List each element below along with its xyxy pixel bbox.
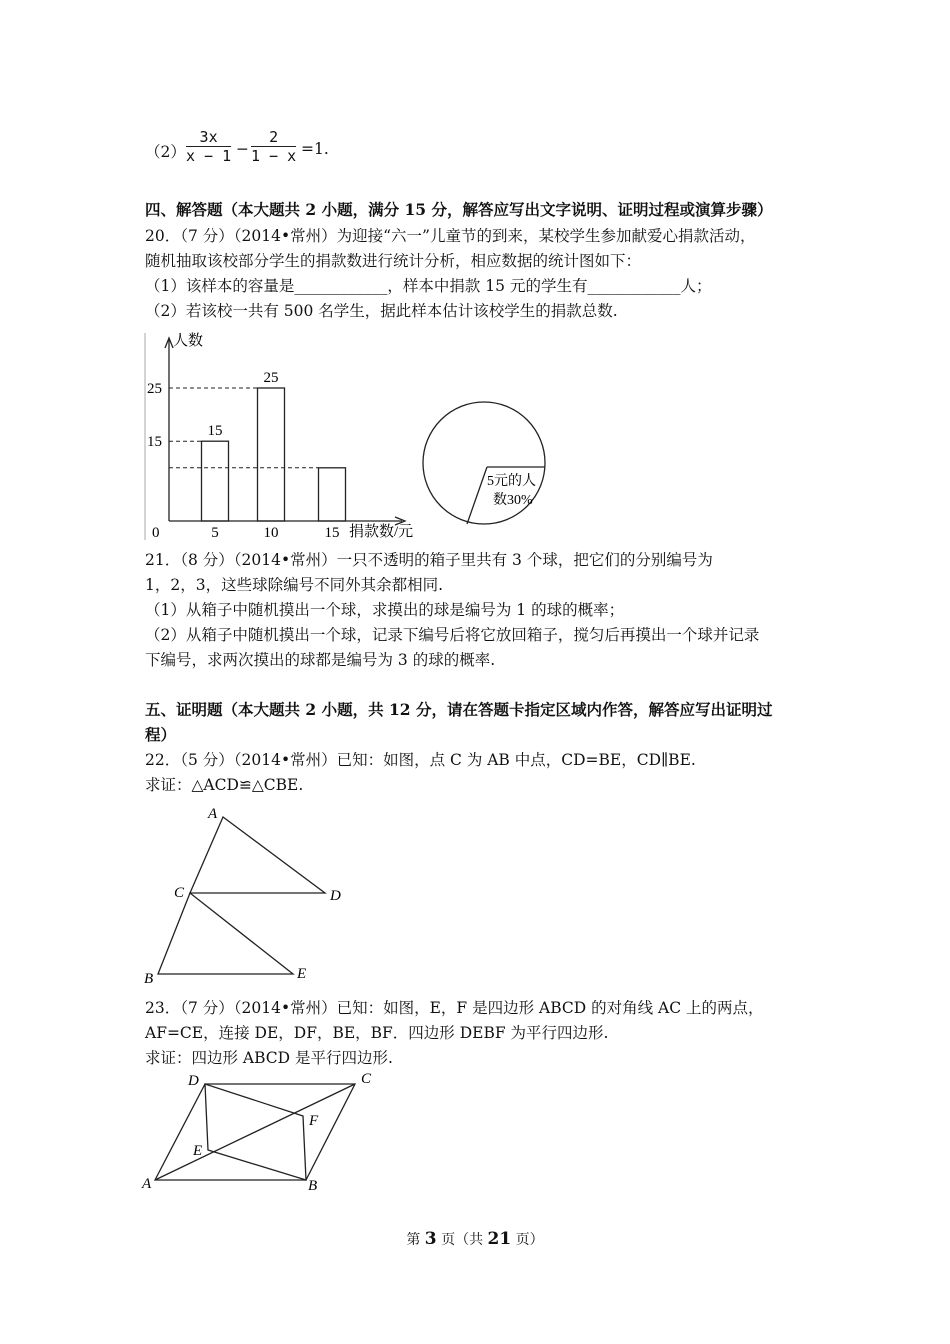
bars-group: [147, 370, 346, 541]
q21-line3: （1）从箱子中随机摸出一个球，求摸出的球是编号为 1 的球的概率；: [145, 601, 625, 619]
q22-line1: 22．（5 分）（2014•常州）已知：如图，点 C 为 AB 中点，CD=BE，CD∥BE.: [145, 751, 696, 769]
section5-heading-line2: 程）: [145, 725, 177, 744]
y-tick-label-15: 15: [147, 434, 162, 451]
q23-label-f: F: [309, 1113, 319, 1129]
bar-chart: [140, 328, 440, 543]
q23-label-d: D: [188, 1073, 199, 1089]
q22-line2: 求证：△ACD≌△CBE.: [145, 776, 304, 794]
eq2-frac1-denominator: x − 1: [186, 147, 232, 165]
q22-figure: [140, 800, 360, 990]
eq2-frac2-numerator: 2: [251, 128, 296, 147]
eq2-fraction-1: [186, 128, 231, 165]
section5-heading-line1: 五、证明题（本大题共 2 小题，共 12 分，请在答题卡指定区域内作答，解答应写出证明过: [145, 700, 773, 719]
pie-chart: [415, 394, 555, 534]
q23-label-b: B: [308, 1178, 318, 1194]
q20-line3: （1）该样本的容量是____________，样本中捐款 15 元的学生有____________人；: [145, 277, 712, 295]
q23-line3: 求证：四边形 ABCD 是平行四边形.: [145, 1049, 393, 1067]
bar-data-label-5: 15: [207, 423, 223, 440]
footer-mid: 页（共: [436, 1232, 488, 1248]
footer-page-number: 3: [424, 1229, 437, 1249]
q22-label-c: C: [174, 885, 185, 901]
page-footer: [0, 1229, 950, 1249]
origin-label: 0: [152, 525, 160, 541]
q22-triangle-cbe: [158, 893, 293, 974]
q21-line1: 21．（8 分）（2014•常州）一只不透明的箱子里共有 3 个球，把它们的分别编号为: [145, 551, 713, 569]
footer-post: 页）: [511, 1232, 544, 1248]
q21-line2: 1，2，3，这些球除编号不同外其余都相同.: [145, 576, 444, 594]
q20-line2: 随机抽取该校部分学生的捐款数进行统计分析，相应数据的统计图如下：: [145, 252, 642, 270]
q20-line1: 20．（7 分）（2014•常州）为迎接“六一”儿童节的到来，某校学生参加献爱心捐款活动，: [145, 227, 756, 245]
eq2-tail: =1.: [301, 140, 329, 158]
q22-triangle-acd: [190, 817, 325, 893]
eq2-frac1-numerator: 3x: [186, 128, 231, 147]
q22-label-d: D: [330, 888, 341, 904]
q23-label-a: A: [142, 1176, 152, 1192]
bar-15: [319, 468, 346, 521]
q23-label-c: C: [361, 1071, 372, 1087]
q21-line5: 下编号，求两次摸出的球都是编号为 3 的球的概率.: [145, 651, 496, 669]
x-tick-label-15: 15: [324, 525, 340, 541]
eq2-label: （2）: [145, 143, 186, 161]
q22-label-e: E: [297, 966, 307, 982]
q23-figure: [140, 1070, 380, 1195]
pie-slice-label-2: 数30%: [493, 493, 533, 508]
x-tick-label-10: 10: [263, 525, 279, 541]
q23-label-e: E: [193, 1143, 203, 1159]
y-axis-label: 人数: [173, 333, 204, 349]
q20-line4: （2）若该校一共有 500 名学生，据此样本估计该校学生的捐款总数.: [145, 302, 618, 320]
eq2-minus: −: [236, 140, 249, 158]
q23-line1: 23．（7 分）（2014•常州）已知：如图，E，F 是四边形 ABCD 的对角线 AC 上的两点，: [145, 999, 764, 1017]
q22-label-a: A: [208, 806, 218, 822]
footer-pre: 第: [406, 1232, 425, 1248]
y-tick-label-25: 25: [147, 381, 162, 397]
footer-total-pages: 21: [487, 1229, 512, 1249]
eq2-frac2-denominator: 1 − x: [251, 147, 297, 165]
x-tick-label-5: 5: [211, 525, 219, 541]
bar-5: [202, 441, 229, 521]
q23-diagonal-ac: [155, 1084, 355, 1180]
q22-label-b: B: [144, 971, 154, 987]
section4-heading: 四、解答题（本大题共 2 小题，满分 15 分，解答应写出文字说明、证明过程或演算步骤）: [145, 200, 773, 219]
bar-10: [258, 388, 285, 521]
pie-slice-label-1: 5元的人: [487, 474, 536, 489]
x-axis-label: 捐款数/元: [349, 524, 414, 540]
bar-data-label-10: 25: [263, 370, 279, 386]
q21-line4: （2）从箱子中随机摸出一个球，记录下编号后将它放回箱子，搅匀后再摸出一个球并记录: [145, 626, 760, 644]
eq2-fraction-2: [251, 128, 296, 165]
q23-line2: AF=CE，连接 DE，DF，BE，BF．四边形 DEBF 为平行四边形.: [145, 1024, 609, 1042]
